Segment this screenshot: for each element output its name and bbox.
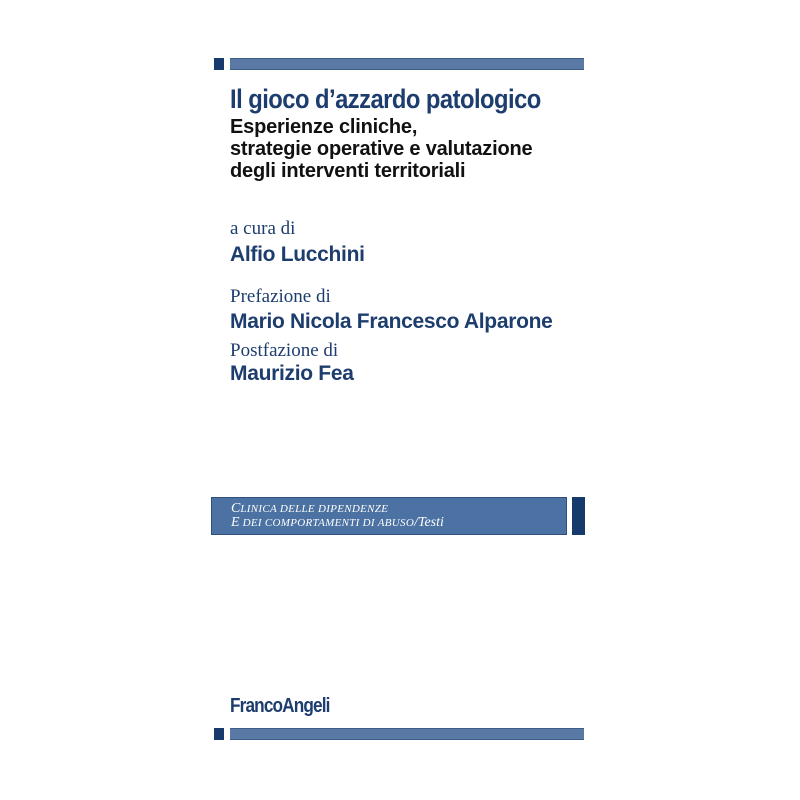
editor-label: a cura di <box>230 218 296 239</box>
editor-name: Alfio Lucchini <box>230 243 365 266</box>
book-title: Il gioco d’azzardo patologico <box>230 84 541 114</box>
postface-label: Postfazione di <box>230 340 339 361</box>
book-subtitle <box>230 116 532 182</box>
bottom-rule-bar <box>230 728 584 740</box>
series-name: CLINICA DELLE DIPENDENZE E DEI COMPORTAMENTI DI ABUSO/Testi <box>231 501 444 530</box>
postface-author: Maurizio Fea <box>230 362 354 385</box>
series-banner <box>211 497 567 535</box>
subtitle-line: Esperienze cliniche, <box>230 116 418 138</box>
bottom-rule-square <box>214 728 224 740</box>
top-rule-square <box>214 58 224 70</box>
subtitle-line: strategie operative e valutazione <box>230 138 533 160</box>
series-banner-cap <box>572 497 585 535</box>
publisher-logo: FrancoAngeli <box>230 695 330 717</box>
preface-author: Mario Nicola Francesco Alparone <box>230 310 553 333</box>
preface-label: Prefazione di <box>230 286 331 307</box>
subtitle-line: degli interventi territoriali <box>230 160 466 182</box>
top-rule-bar <box>230 58 584 70</box>
